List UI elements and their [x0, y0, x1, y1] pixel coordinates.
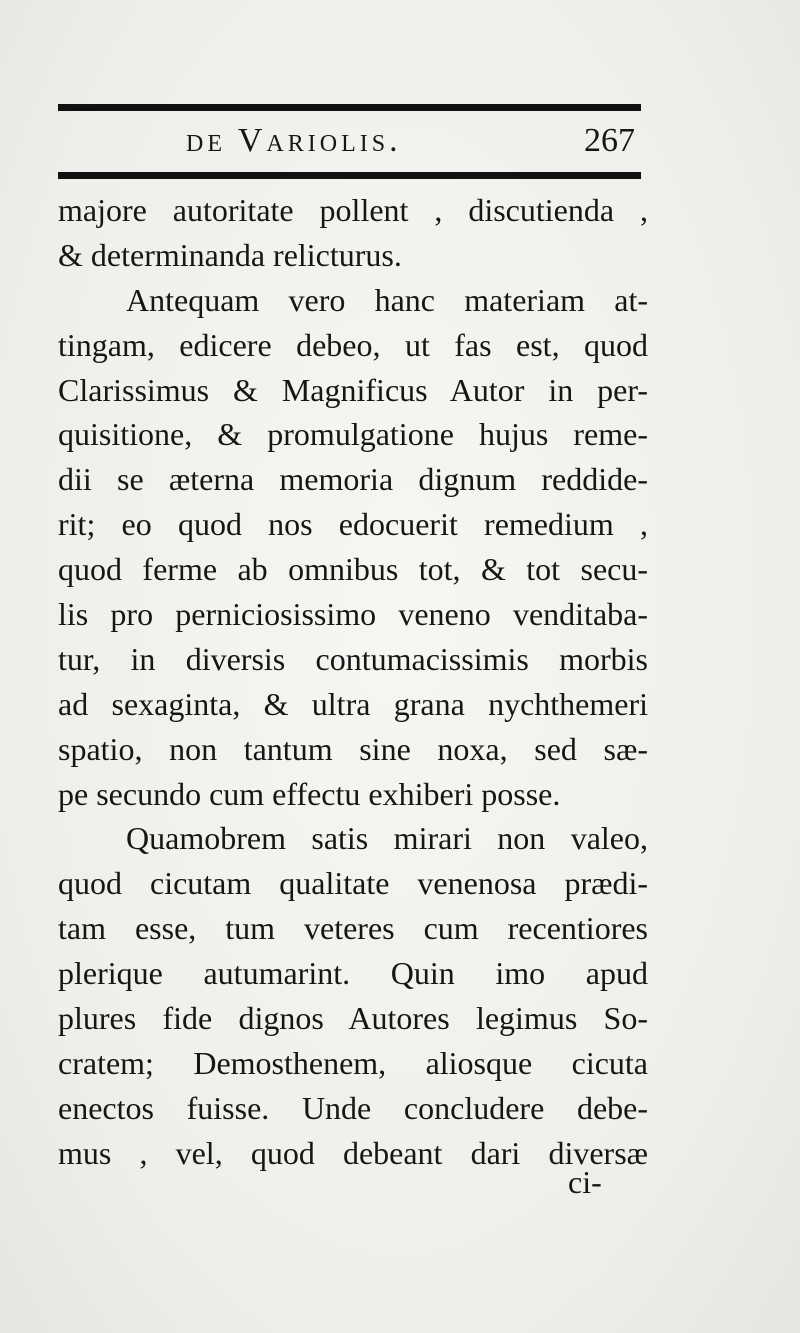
catchword: ci- — [568, 1164, 602, 1200]
text-line: ad sexaginta, & ultra grana nychthemeri — [58, 685, 648, 722]
text-line: quod ferme ab omnibus tot, & tot secu- — [58, 551, 648, 588]
text-line: tam esse, tum veteres cum recentiores — [58, 910, 648, 947]
text-line: Quamobrem satis mirari non valeo, — [126, 820, 648, 857]
page-number: 267 — [584, 122, 635, 159]
header-rule-top — [58, 104, 641, 111]
running-title: de Variolis. — [186, 122, 402, 159]
text-line: pe secundo cum effectu exhiberi posse. — [58, 775, 561, 812]
text-line: lis pro perniciosissimo veneno venditaba- — [58, 596, 648, 633]
text-line: plerique autumarint. Quin imo apud — [58, 955, 648, 992]
text-line: quod cicutam qualitate venenosa prædi- — [58, 865, 648, 902]
running-head — [58, 122, 641, 170]
text-line: & determinanda relicturus. — [58, 236, 402, 273]
text-line: Clarissimus & Magnificus Autor in per- — [58, 371, 648, 408]
text-line: cratem; Demosthenem, aliosque cicuta — [58, 1044, 648, 1081]
text-line: tur, in diversis contumacissimis morbis — [58, 640, 648, 677]
text-line: Antequam vero hanc materiam at- — [126, 281, 648, 318]
body-text — [58, 188, 648, 1176]
text-line: mus , vel, quod debeant dari diversæ — [58, 1134, 648, 1171]
header-rule-bottom — [58, 172, 641, 179]
text-line: quisitione, & promulgatione hujus reme- — [58, 416, 648, 453]
text-line: plures fide dignos Autores legimus So- — [58, 1000, 648, 1037]
text-line: tingam, edicere debeo, ut fas est, quod — [58, 326, 648, 363]
text-line: spatio, non tantum sine noxa, sed sæ- — [58, 730, 648, 767]
text-line: enectos fuisse. Unde concludere debe- — [58, 1089, 648, 1126]
text-line: majore autoritate pollent , discutienda , — [58, 192, 648, 228]
text-line: rit; eo quod nos edocuerit remedium , — [58, 506, 648, 543]
text-line: dii se æterna memoria dignum reddide- — [58, 461, 648, 498]
